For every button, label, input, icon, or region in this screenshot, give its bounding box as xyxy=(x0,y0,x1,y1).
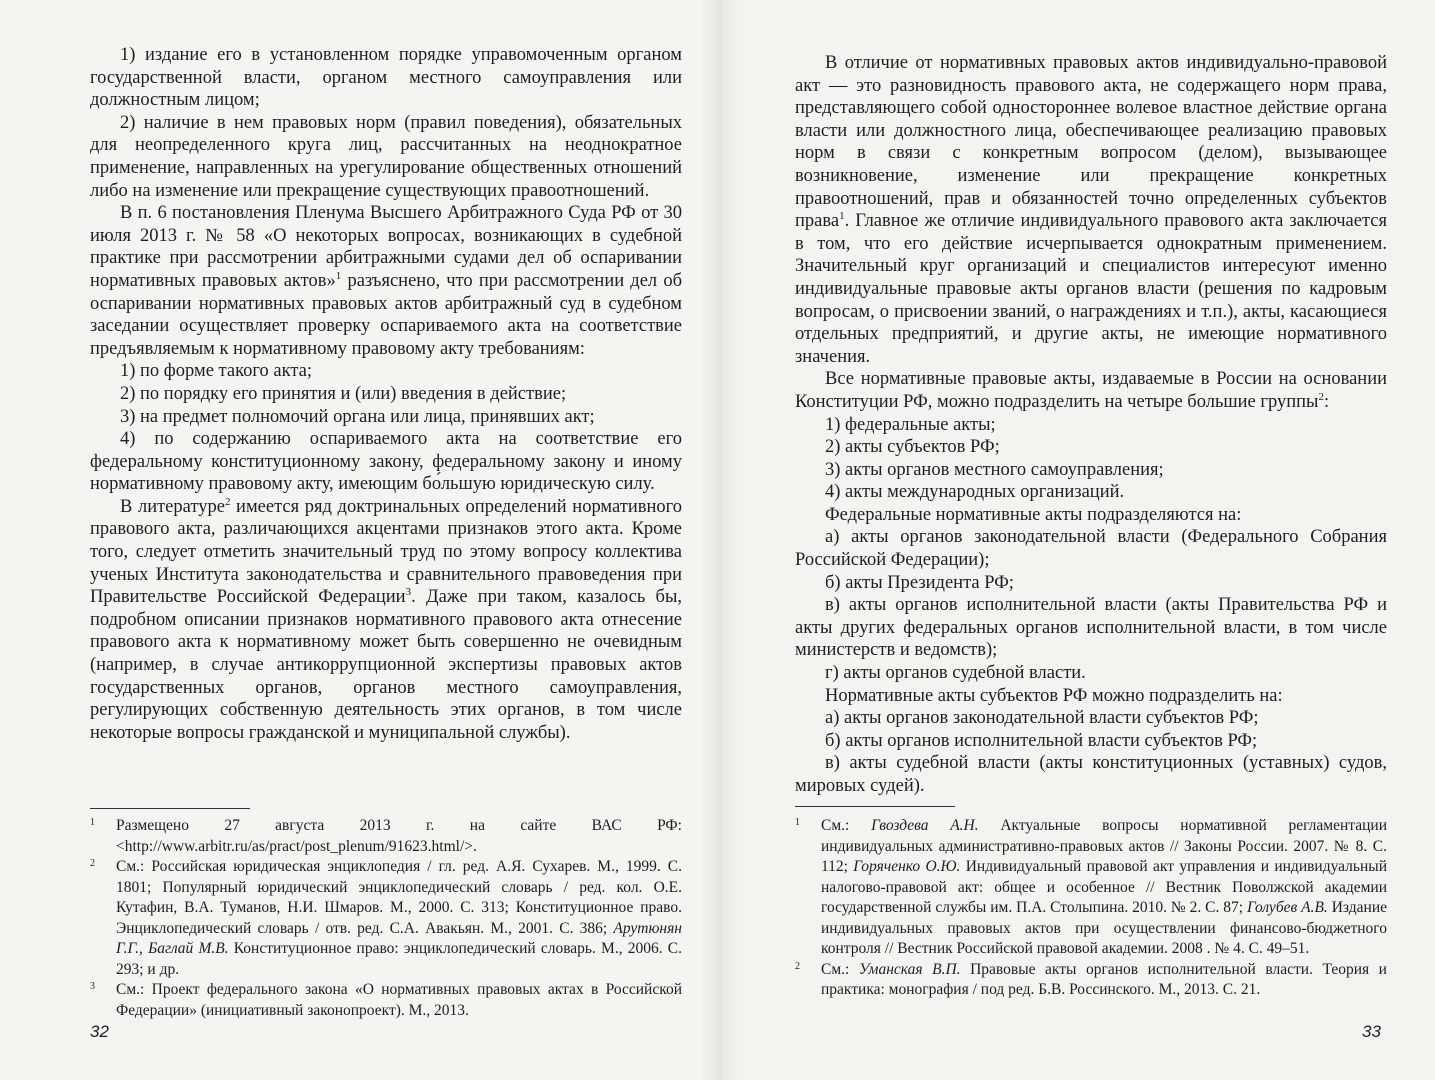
footnote-text: Размещено 27 августа 2013 г. на сайте ВАС РФ: <http://www.arbitr.ru/as/pract/post_plenum/91623.html/>. xyxy=(116,817,682,855)
right-footnotes xyxy=(795,816,1387,1001)
footnote-ref[interactable]: 2 xyxy=(224,495,231,508)
footnote-ref[interactable]: 1 xyxy=(335,269,342,282)
list-item: б) акты органов исполнительной власти субъектов РФ; xyxy=(825,730,1258,751)
list-item: 4) акты международных организаций. xyxy=(825,482,1125,503)
paragraph-text: В п. 6 постановления Пленума Высшего Арбитражного Суда РФ от 30 июля 2013 г. № 58 «О некоторых вопросах, возникающих в судебной практике при рассмотрении арбитражными судами дел об оспаривании нормативных правовых актов» xyxy=(90,203,682,291)
paragraph-text: В отличие от нормативных правовых актов индивидуально-правовой акт — это разновидность правового акта, не содержащего норм права, представляющего собой одностороннее волевое властное действие органа власти или должностного лица, обеспечивающее реализацию правовых норм в связи с конкретным вопросом (делом), вызывающее возникновение, изменение или прекращение конкретных правоотношений, прав и обязанностей точно определенных субъектов права xyxy=(795,53,1387,232)
footnote-divider xyxy=(795,806,955,807)
footnote-divider xyxy=(90,808,250,809)
footnote xyxy=(90,980,682,1021)
footnote-text-part: Издание индивидуальных правовых актов при осуществлении финансово-бюджетного контроля // Вестник Российской правовой академии. 2008 . № 4. С. 49–51. xyxy=(821,899,1387,957)
footnote-text-part: Индивидуальный правовой акт управления и индивидуальный налогово-правовой акт: общее и особенное // Вестник Поволжской академии государственной службы им. П.А. Столыпина. 2010. № 2. С. 87; xyxy=(821,858,1387,916)
list-item: 1) федеральные акты; xyxy=(825,414,996,435)
paragraph-text: Даже при таком, казалось бы, подробном описании признаков нормативного правового акта отнесение правового акта к нормативному может быть совершенно не очевидным (например, в случае антикоррупционной экспертизы правовых актов государственных органов, органов местного самоуправления, регулирующих собственную деятельность этих органов, в том числе некоторые вопросы гражданской и муниципальной службы). xyxy=(90,587,682,743)
paragraph: Федеральные нормативные акты подразделяются на: xyxy=(825,504,1242,525)
list-item: в) акты судебной власти (акты конституционных (уставных) судов, мировых судей). xyxy=(795,753,1387,796)
paragraph-text: . Главное же отличие индивидуального правового акта заключается в том, что его действие исчерпывается однократным применением. Значительный круг организаций и специалистов интересуют именно индивидуальные правовые акты органов власти (решения по кадровым вопросам, о присвоении званий, о награждениях и т.п.), акты, касающиеся отдельных предприятий, и другие акты, не имеющие нормативного значения. xyxy=(795,211,1387,367)
footnote-text-part: См.: Российская юридическая энциклопедия / гл. ред. А.Я. Сухарев. М., 1999. С. 1801; Популярный юридический энциклопедический словарь / ред. кол. О.Е. Кутафин, В.А. Туманов, Н.И. Шмаров. М., 2000. С. 313; Конституционное право. Энциклопедический словарь / отв. ред. С.А. Авакьян. М., 2001. С. 386; xyxy=(116,858,682,937)
list-item: 2) по порядку его принятия и (или) введения в действие; xyxy=(120,383,567,404)
footnote-text-part: Актуальные вопросы нормативной регламентации индивидуальных административно-правовых актов // Законы России. 2007. № 8. С. 112; xyxy=(821,817,1387,875)
author-name: Арутюнян Г.Г., Баглай М.В. xyxy=(116,919,682,957)
paragraph-text: Все нормативные правовые акты, издаваемые в России на основании Конституции РФ, можно подразделить на четыре большие группы xyxy=(795,369,1387,412)
paragraph: Нормативные акты субъектов РФ можно подразделить на: xyxy=(825,685,1283,706)
list-item: 3) на предмет полномочий органа или лица, принявших акт; xyxy=(120,406,595,427)
right-page xyxy=(720,0,1435,1080)
list-item: а) акты органов законодательной власти субъектов РФ; xyxy=(825,708,1259,729)
paragraph-text: имеется ряд доктринальных определений нормативного правового акта, различающихся акцентами признаков этого акта. Кроме того, следует отметить значительный труд по этому вопросу коллектива ученых Института законодательства и сравнительного правоведения при Правительстве Российской Федерации xyxy=(90,496,682,608)
paragraph-text: . xyxy=(411,587,416,608)
paragraph xyxy=(795,52,1387,368)
footnote-number: 2 xyxy=(795,960,800,972)
paragraph xyxy=(795,368,1387,413)
list-item: 3) акты органов местного самоуправления; xyxy=(825,459,1164,480)
footnote xyxy=(795,816,1387,960)
author-name: Горяченко О.Ю. xyxy=(853,858,961,875)
footnote xyxy=(795,960,1387,1001)
footnote-text-part: См.: xyxy=(821,817,872,834)
list-item: б) акты Президента РФ; xyxy=(825,572,1014,593)
list-item: в) акты органов исполнительной власти (акты Правительства РФ и акты других федеральных органов исполнительной власти, в том числе министерств и ведомств); xyxy=(795,595,1387,661)
footnote-number: 1 xyxy=(795,817,800,828)
author-name: Гвоздева А.Н. xyxy=(871,817,979,834)
footnote-text xyxy=(116,857,682,980)
footnote-ref[interactable]: 1 xyxy=(839,210,845,222)
footnote-text-part: См.: xyxy=(821,960,859,978)
paragraph xyxy=(90,202,682,360)
author-name: Голубев А.В. xyxy=(1247,899,1328,916)
footnote-text: См.: Проект федерального закона «О нормативных правовых актах в Российской Федерации» (инициативный законопроект). М., 2013. xyxy=(116,981,682,1019)
left-footnotes xyxy=(90,816,682,1021)
footnote-number: 3 xyxy=(90,981,95,992)
author-name: Уманская В.П. xyxy=(858,960,961,978)
footnote-number: 2 xyxy=(90,858,95,869)
right-body-text xyxy=(795,52,1387,798)
footnote-text xyxy=(821,960,1387,1001)
paragraph: 1) издание его в установленном порядке управомоченным органом государственной власти, органом местного самоуправления или должностным лицом; xyxy=(90,45,682,111)
paragraph: 2) наличие в нем правовых норм (правил поведения), обязательных для неопределенного круга лиц, рассчитанных на неоднократное применение, направленных на урегулирование общественных отношений либо на изменение или прекращение существующих правоотношений. xyxy=(90,112,682,201)
paragraph-text: В литературе xyxy=(120,496,225,517)
paragraph-text: : xyxy=(1323,391,1330,412)
list-item: 1) по форме такого акта; xyxy=(120,361,313,382)
list-item: г) акты органов судебной власти. xyxy=(825,663,1086,684)
footnote-ref[interactable]: 3 xyxy=(405,586,412,599)
footnote-number: 1 xyxy=(90,817,95,828)
paragraph xyxy=(90,496,682,745)
footnote-ref[interactable]: 2 xyxy=(1318,390,1324,403)
footnote xyxy=(90,816,682,857)
page-number: 32 xyxy=(90,1022,109,1041)
list-item: а) акты органов законодательной власти (Федерального Собрания Российской Федерации); xyxy=(795,527,1387,571)
page-number: 33 xyxy=(1362,1022,1381,1041)
footnote xyxy=(90,857,682,980)
footnote-text-part: Конституционное право: энциклопедический словарь. М., 2006. С. 293; и др. xyxy=(116,940,682,978)
footnote-text-part: Правовые акты органов исполнительной власти. Теория и практика: монография / под ред. Б.В. Россинского. М., 2013. С. 21. xyxy=(821,960,1387,998)
list-item: 4) по содержанию оспариваемого акта на соответствие его федеральному конституционному закону, федеральному закону и иному нормативному правовому акту, имеющим бо́льшую юридическую силу. xyxy=(90,429,682,495)
paragraph-text: разъяснено, что при рассмотрении дел об оспаривании нормативных правовых актов арбитражный суд в судебном заседании осуществляет проверку оспариваемого акта на соответствие предъявляемым к нормативному правовому акту требованиям: xyxy=(90,270,682,359)
footnote-text xyxy=(821,816,1387,960)
list-item: 2) акты субъектов РФ; xyxy=(825,437,1000,458)
left-body-text xyxy=(90,44,682,744)
